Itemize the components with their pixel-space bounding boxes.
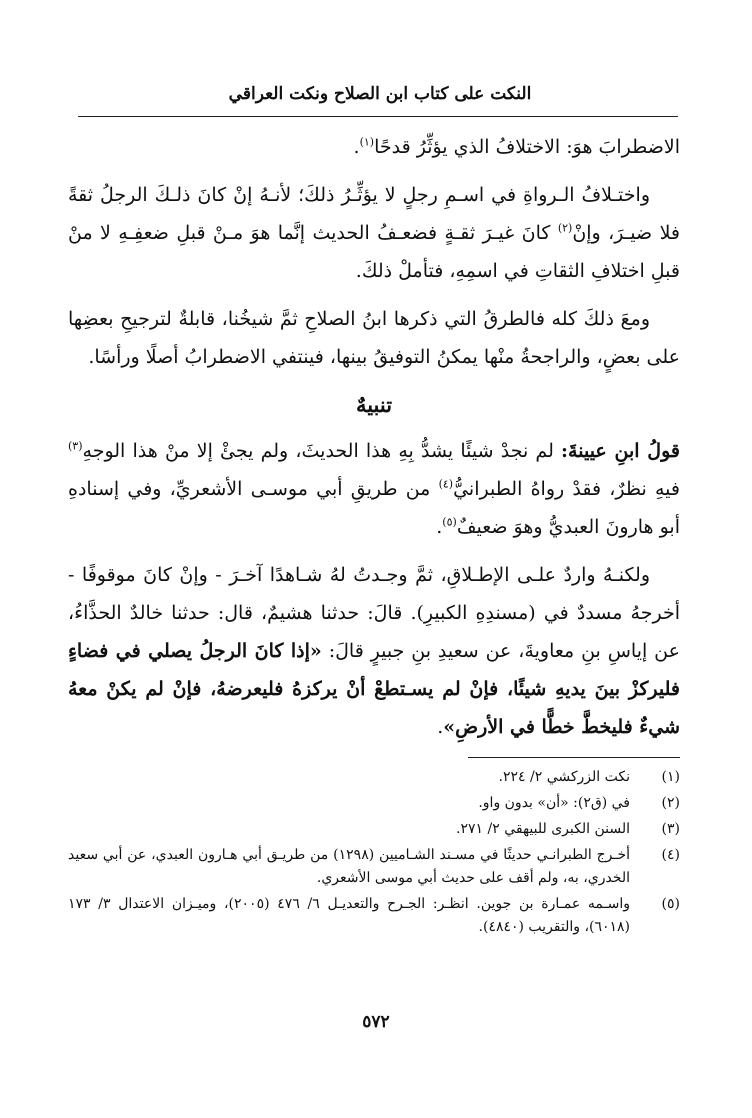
footnote-5-number: (٥) <box>661 896 680 912</box>
footnote-3 <box>68 818 680 841</box>
paragraph-1 <box>68 128 680 166</box>
paragraph-3-text: ومعَ ذلكَ كله فالطرقُ التي ذكرها ابنُ الصلاحِ ثمَّ شيخُنا، قابلةٌ لترجيحِ بعضِها على بعضٍ، والراجحةُ منْها يمكنُ التوفيقُ بينها، فينتفي الاضطرابُ أصلًا ورأسًا. <box>68 308 680 368</box>
footnote-1-text: نكت الزركشي ٢/ ٢٢٤. <box>498 769 630 785</box>
paragraph-1-text: الاضطرابَ هوَ: الاختلافُ الذي يؤثِّرُ قدحًا <box>374 136 680 158</box>
paragraph-1-end: . <box>353 136 360 158</box>
paragraph-4-end: . <box>436 516 443 538</box>
footnote-ref-1[interactable]: (١) <box>359 135 375 149</box>
footnotes <box>68 766 680 942</box>
paragraph-2-part1: واختـلافُ الـرواةِ في اسـمِ رجلٍ لا يؤثِّـرُ ذلكَ؛ لأنـهُ إنْ كانَ ذلـكَ الرجلُ ثقةً فلا ضيـرَ، وإنْ <box>68 184 680 244</box>
paragraph-3 <box>68 300 680 376</box>
footnote-3-text: السنن الكبرى للبيهقي ٢/ ٢٧١. <box>456 821 630 837</box>
paragraph-4-part3: من طريقِ أبي موسـى الأشعريِّ، وفي إسنادهِ أبو هارونَ العبديُّ وهوَ ضعيفٌ <box>68 478 680 538</box>
running-header-title: النكت على كتاب ابن الصلاح ونكت العراقي <box>228 84 532 104</box>
footnote-1-number: (١) <box>661 769 680 785</box>
footnote-3-number: (٣) <box>661 821 680 837</box>
footnote-ref-2[interactable]: (٢) <box>557 221 573 235</box>
footnote-2-number: (٢) <box>661 795 680 811</box>
paragraph-4 <box>68 432 680 546</box>
main-text <box>68 128 680 756</box>
footnote-ref-3[interactable]: (٣) <box>68 439 83 453</box>
footnote-4 <box>68 844 680 890</box>
footnote-2-text: في (ق٢): «أن» بدون واو. <box>478 795 630 811</box>
paragraph-4-part2: فيهِ نظرٌ، فقدْ رواهُ الطبرانيُّ <box>453 478 680 500</box>
paragraph-5 <box>68 556 680 746</box>
footnote-4-text: أخـرج الطبرانـي حديثًا في مسـند الشـاميين (١٢٩٨) من طريـق أبي هـارون العبدي، عن أبي سعيد الخدري، به، ولم أقف على حديث أبي موسى الأشعري. <box>68 847 630 886</box>
footnote-5-text: واسـمه عمـارة بن جوين. انظـر: الجـرح والتعديـل ٦/ ٤٧٦ (٢٠٠٥)، وميـزان الاعتدال ٣/ ١٧٣ (٦٠١٨)، والتقريب (٤٨٤٠). <box>68 896 630 935</box>
footnote-separator <box>468 757 680 758</box>
footnote-2 <box>68 792 680 815</box>
paragraph-4-lead: قولُ ابنِ عيينةَ: <box>561 440 680 462</box>
paragraph-5-quote: «إذا كانَ الرجلُ يصلي في فضاءٍ فليركزْ بينَ يديهِ شيئًا، فإنْ لم يسـتطعْ أنْ يركزهُ فليعرضهُ، فإنْ لم يكنْ معهُ شيءٌ فليخطَّ خطًّا في الأرضِ» <box>68 640 680 738</box>
header-rule <box>78 116 678 117</box>
footnote-ref-5[interactable]: (٥) <box>442 515 457 529</box>
paragraph-2 <box>68 176 680 290</box>
footnote-5 <box>68 893 680 939</box>
footnote-4-number: (٤) <box>661 847 680 863</box>
paragraph-5-end: . <box>437 716 444 738</box>
footnote-ref-4[interactable]: (٤) <box>438 477 454 491</box>
paragraph-4-part1: لم نجدْ شيئًا يشدُّ بِهِ هذا الحديثَ، ولم يجئْ إلا منْ هذا الوجهِ <box>82 440 562 462</box>
footnote-1 <box>68 766 680 789</box>
section-title: تنبيهٌ <box>355 392 393 417</box>
page-number: ٥٧٢ <box>362 1012 390 1032</box>
paragraph-5-part1: ولكنـهُ واردٌ علـى الإطـلاقِ، ثمَّ وجـدتُ لهُ شـاهدًا آخـرَ - وإنْ كانَ موقوفًا - أخرجهُ مسددٌ في (مسندِهِ الكبيرِ). قالَ: حدثنا هشيمٌ، قال: حدثنا خالدٌ الحذَّاءُ، عن إياسِ بنِ معاويةَ، عن سعيدِ بنِ جبيرٍ قالَ: <box>68 564 680 662</box>
paragraph-2-part2: كانَ غيـرَ ثقـةٍ فضعـفُ الحديث إنَّما هوَ مـنْ قبلِ ضعفِـهِ لا منْ قبلِ اختلافِ الثقاتِ في اسمِهِ، فتأملْ ذلكَ. <box>68 222 680 282</box>
